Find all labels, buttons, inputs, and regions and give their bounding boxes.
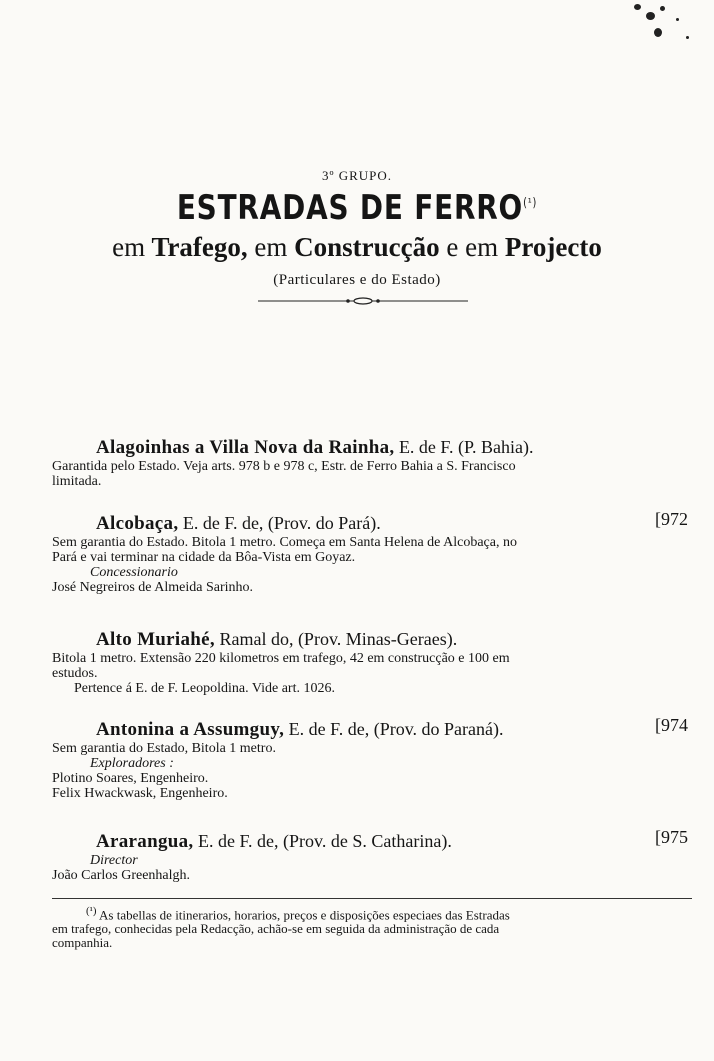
entry-line: Bitola 1 metro. Extensão 220 kilometros em trafego, 42 em construcção e 100 em (52, 651, 510, 666)
entry-line: Garantida pelo Estado. Veja arts. 978 b e 978 c, Estr. de Ferro Bahia a S. Francisco (52, 459, 516, 474)
ornament-divider (258, 296, 468, 306)
entry-number: [974 (655, 715, 688, 735)
entry-desc: E. de F. de, (Prov. de S. Catharina). (197, 831, 452, 851)
footnote-marker: (¹) (86, 905, 97, 917)
entry-role: Exploradores : (90, 756, 174, 771)
entry-person: João Carlos Greenhalgh. (52, 868, 191, 883)
subtitle-word: Trafego, (151, 232, 248, 262)
entry-desc: Ramal do, (Prov. Minas-Geraes). (219, 629, 458, 649)
entry-desc: E. de F. de, (Prov. do Paraná). (288, 719, 504, 739)
entry-name: Ararangua, (96, 831, 194, 852)
entry-alcobaca (52, 509, 688, 595)
entry-role: Director (90, 853, 138, 868)
page-title (64, 188, 649, 228)
entry-line: Sem garantia do Estado. Bitola 1 metro. Começa em Santa Helena de Alcobaça, no (52, 535, 517, 550)
footnote-line (52, 904, 702, 922)
entry-line: estudos. (52, 666, 98, 681)
entry-line: Sem garantia do Estado, Bitola 1 metro. (52, 741, 276, 756)
entry-heading (52, 628, 688, 651)
entry-heading (52, 509, 688, 535)
entry-name: Antonina a Assumguy, (96, 719, 285, 740)
entry-heading (52, 827, 688, 853)
subtitle-word: em (112, 232, 146, 262)
entry-role: Concessionario (90, 565, 178, 580)
entry-name: Alagoinhas a Villa Nova da Rainha, (96, 437, 395, 458)
subtitle-word: em (254, 232, 288, 262)
subtitle-word: e em (446, 232, 499, 262)
entry-ararangua (52, 827, 688, 883)
footnote-rule (52, 898, 692, 899)
footnote-line: em trafego, conhecidas pela Redacção, achão-se em seguida da administração de cada (52, 921, 500, 937)
entry-line: Pará e vai terminar na cidade da Bôa-Vista em Goyaz. (52, 550, 356, 565)
entry-number: [975 (655, 827, 688, 847)
subtitle-word: Projecto (504, 232, 602, 262)
entry-person: José Negreiros de Almeida Sarinho. (52, 580, 254, 595)
entry-line: limitada. (52, 474, 102, 489)
footnote-line: companhia. (52, 935, 113, 951)
entry-antonina (52, 715, 688, 801)
footnote-text: As tabellas de itinerarios, horarios, preços e disposições especiaes das Estradas (99, 907, 510, 923)
title-text: ESTRADAS DE FERRO (176, 188, 524, 228)
entry-line: Pertence á E. de F. Leopoldina. Vide art. 1026. (74, 681, 335, 696)
page-subtitle (0, 232, 714, 263)
entry-person: Plotino Soares, Engenheiro. (52, 771, 209, 786)
entry-number: [972 (655, 509, 688, 529)
entry-alagoinhas (52, 436, 688, 489)
ink-specks (616, 0, 706, 60)
entry-name: Alto Muriahé, (96, 629, 215, 650)
entry-heading (52, 436, 688, 459)
entry-name: Alcobaça, (96, 513, 179, 534)
entry-heading (52, 715, 688, 741)
footnote (52, 904, 702, 950)
entry-alto-muriahe (52, 628, 688, 696)
entry-person: Felix Hwackwask, Engenheiro. (52, 786, 228, 801)
group-label: 3º GRUPO. (321, 168, 393, 183)
subtitle-parenthetical: (Particulares e do Estado) (273, 272, 441, 288)
title-footnote-marker: (¹) (523, 195, 538, 210)
entry-desc: E. de F. (P. Bahia). (398, 437, 534, 457)
subtitle-word: Construcção (294, 232, 440, 262)
entry-desc: E. de F. de, (Prov. do Pará). (182, 513, 381, 533)
